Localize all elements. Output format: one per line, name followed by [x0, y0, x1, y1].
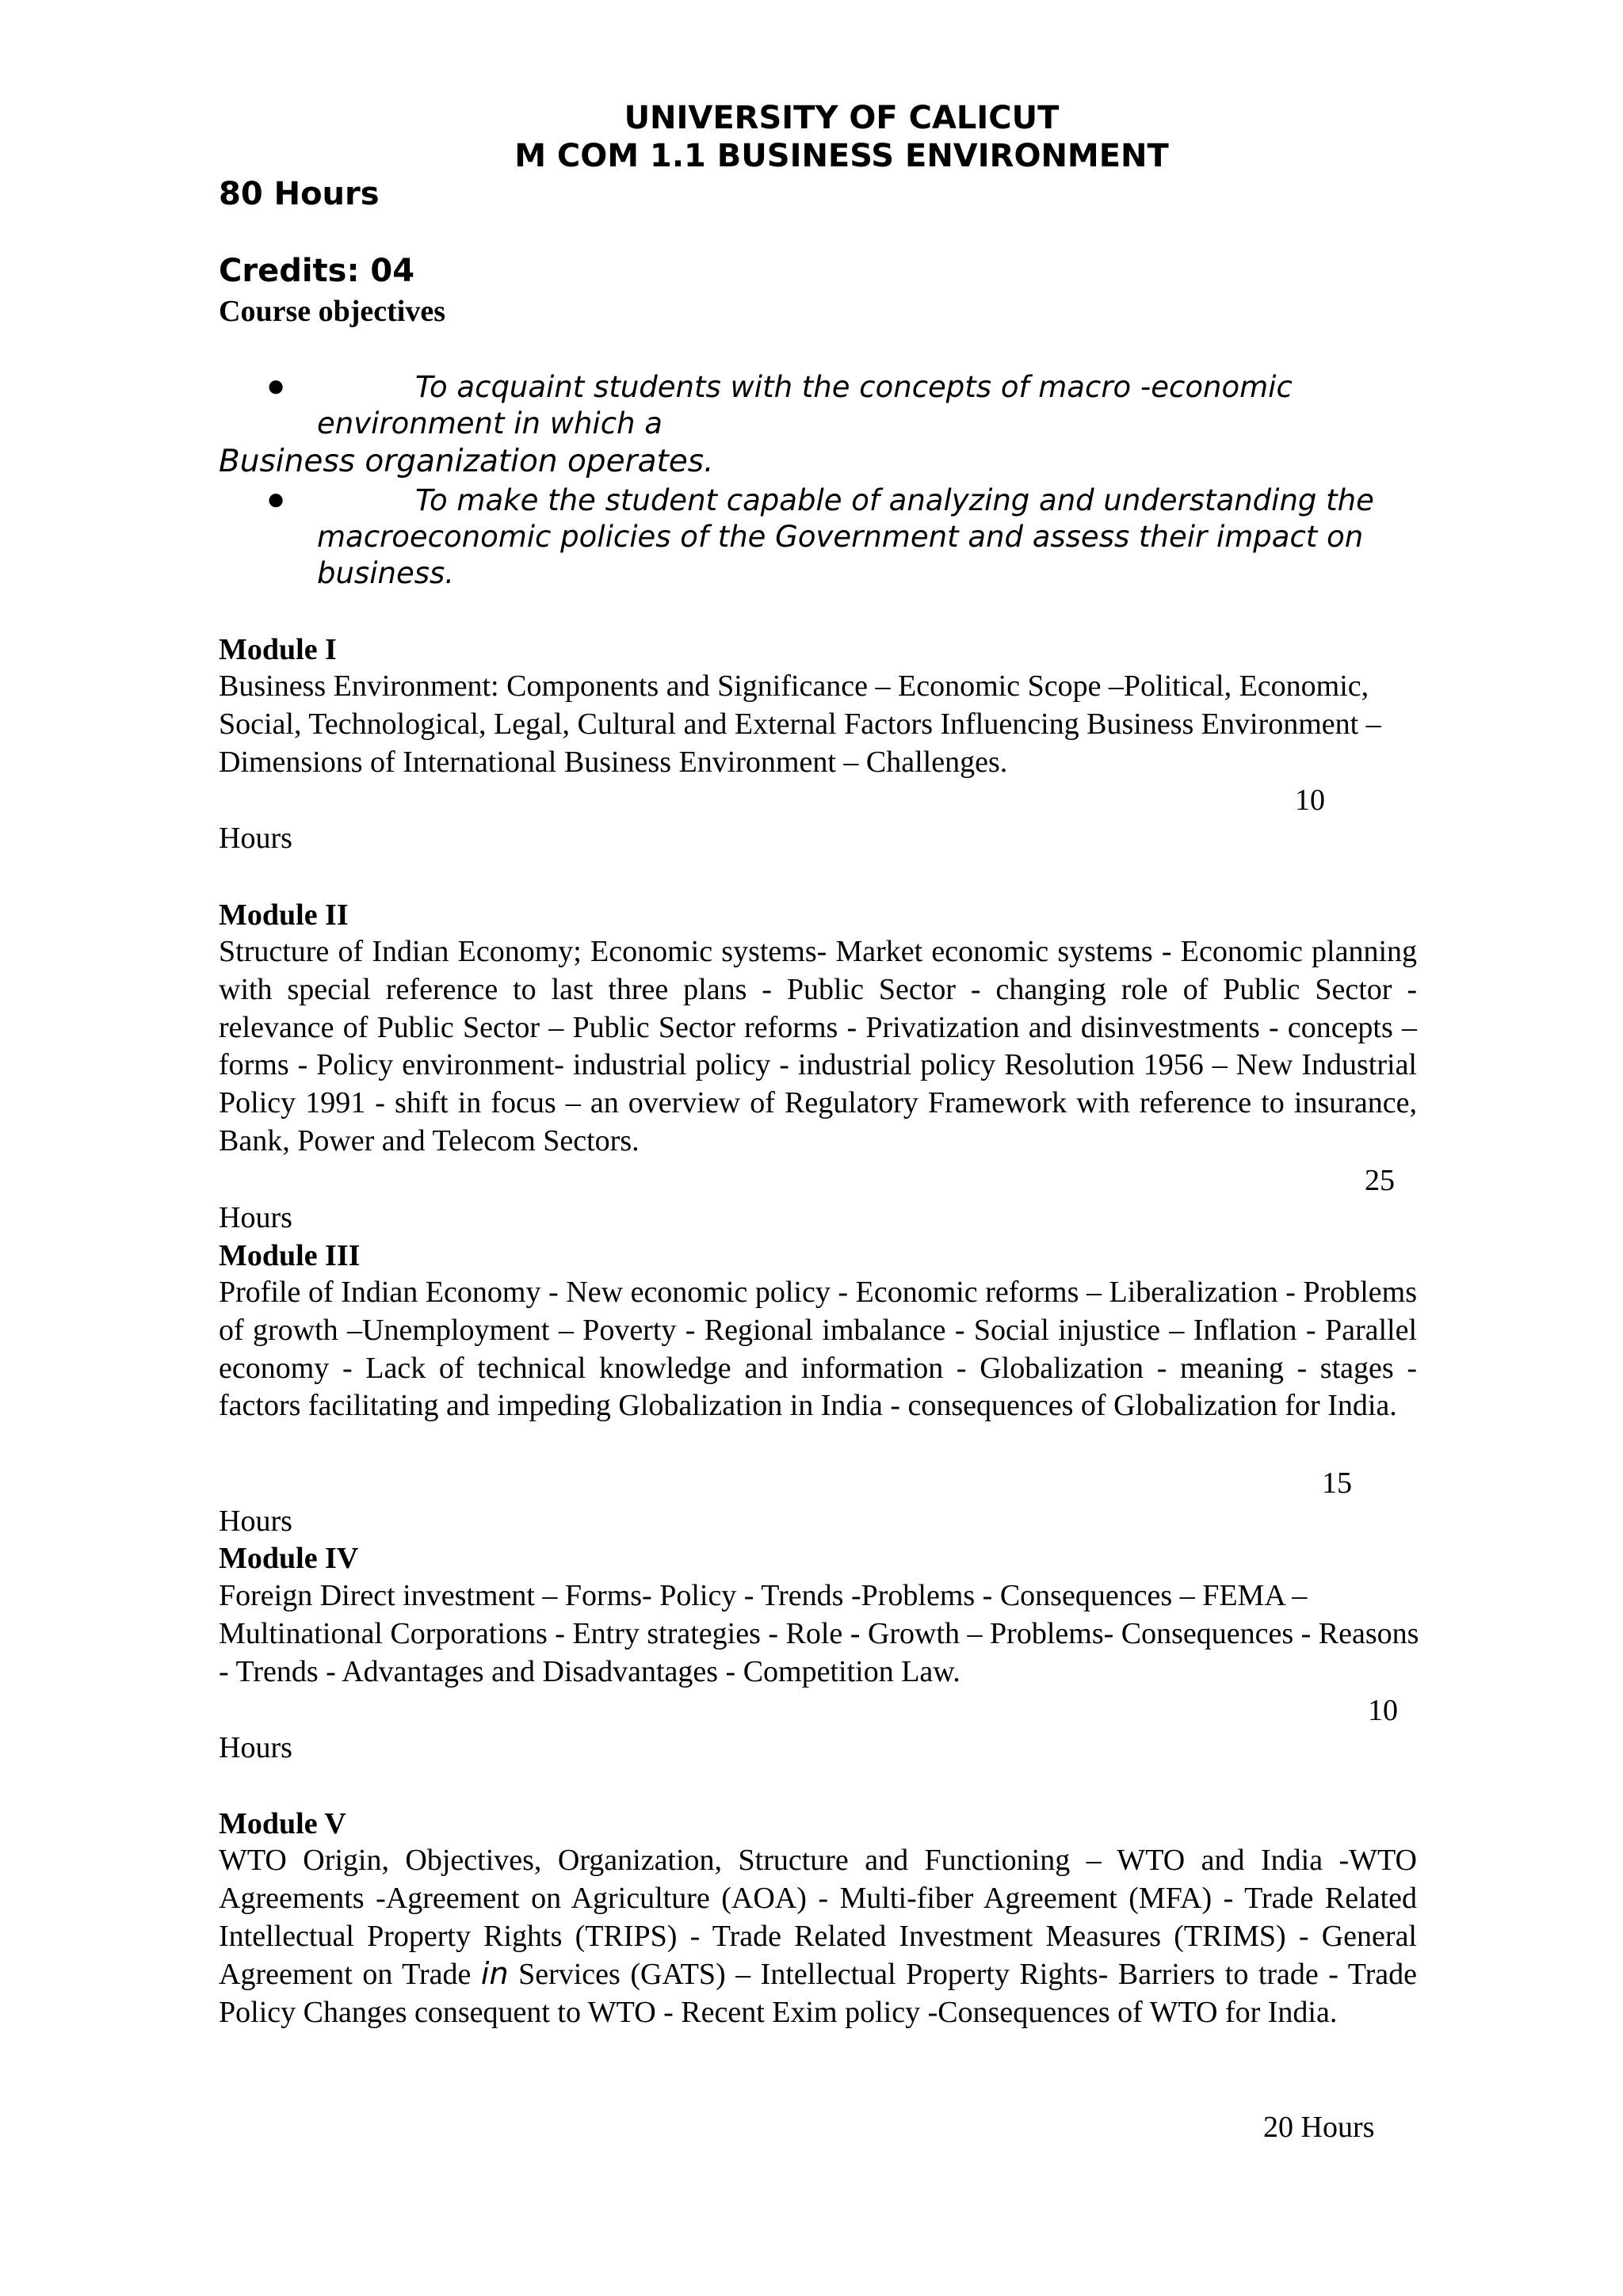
- module-4-hours-label: Hours: [219, 1731, 292, 1764]
- module-1-body: Business Environment: Components and Significance – Economic Scope –Political, Economic, Social, Technological, Legal, Cultural and External Factors Influencing Business Environment – Dimensions of International Business Environment – Challenges.: [219, 669, 1381, 779]
- module-3-hours-label: Hours: [219, 1505, 292, 1538]
- module-1-hours-number: 10: [1295, 784, 1325, 817]
- module-5-body-in-word: in: [480, 1956, 509, 1992]
- total-hours: 80 Hours: [219, 176, 380, 212]
- objective-2-text: To make the student capable of analyzing and understanding the macroeconomic policies of the Government and assess their impact on business.: [317, 483, 1374, 590]
- module-1-hours-label: Hours: [219, 822, 292, 855]
- module-4-title: Module IV: [219, 1542, 359, 1575]
- module-5-body-part-b: Services (GATS) – Intellectual Property Rights- Barriers to trade - Trade Policy Changes consequent to WTO - Recent Exim policy -Consequences of WTO for India.: [219, 1958, 1418, 2030]
- bullet-icon: ●: [266, 368, 286, 403]
- module-3-body: Profile of Indian Economy - New economic policy - Economic reforms – Liberalization - Problems of growth –Unemployment – Poverty - Regional imbalance - Social injustice – Inflation - Parallel economy - Lack of technical knowledge and information - Globalization - meaning - stages - factors facilitating and impeding Globalization in India - consequences of Globalization for India.: [219, 1276, 1417, 1423]
- objective-1-text: To acquaint students with the concepts of macro -economic environment in which a: [317, 370, 1293, 441]
- module-3-hours-number: 15: [1322, 1466, 1352, 1500]
- module-5-body-part-a: WTO Origin, Objectives, Organization, Structure and Functioning – WTO and India -WTO Agreements -Agreement on Agriculture (AOA) - Multi-fiber Agreement (MFA) - Trade Related Intellectual Property Rights (TRIPS) - Trade Related Investment Measures (TRIMS) - General Agreement on Trade: [219, 1844, 1417, 1992]
- objective-1-continuation: Business organization operates.: [219, 444, 714, 479]
- module-4-hours-number: 10: [1368, 1694, 1398, 1727]
- bullet-icon: ●: [266, 481, 286, 517]
- module-3-title: Module III: [219, 1239, 361, 1272]
- module-2-title: Module II: [219, 898, 349, 932]
- module-2-hours-number: 25: [1365, 1164, 1395, 1197]
- university-title: UNIVERSITY OF CALICUT: [624, 100, 1060, 136]
- credits: Credits: 04: [219, 253, 415, 289]
- course-title: M COM 1.1 BUSINESS ENVIRONMENT: [514, 138, 1169, 174]
- module-5-title: Module V: [219, 1807, 346, 1840]
- module-5-hours: 20 Hours: [1263, 2111, 1375, 2144]
- module-1-title: Module I: [219, 633, 337, 666]
- objectives-heading: Course objectives: [219, 295, 445, 328]
- module-2-body: Structure of Indian Economy; Economic systems- Market economic systems - Economic planning with special reference to last three plans - Public Sector - changing role of Public Sector - relevance of Public Sector – Public Sector reforms - Privatization and disinvestments - concepts – forms - Policy environment- industrial policy - industrial policy Resolution 1956 – New Industrial Policy 1991 - shift in focus – an overview of Regulatory Framework with reference to insurance, Bank, Power and Telecom Sectors.: [219, 935, 1417, 1158]
- module-4-body: Foreign Direct investment – Forms- Policy - Trends -Problems - Consequences – FEMA – Multinational Corporations - Entry strategies - Role - Growth – Problems- Consequences - Reasons - Trends - Advantages and Disadvantages - Competition Law.: [219, 1579, 1419, 1688]
- module-2-hours-label: Hours: [219, 1201, 292, 1234]
- module-5-body: [219, 1842, 1417, 2032]
